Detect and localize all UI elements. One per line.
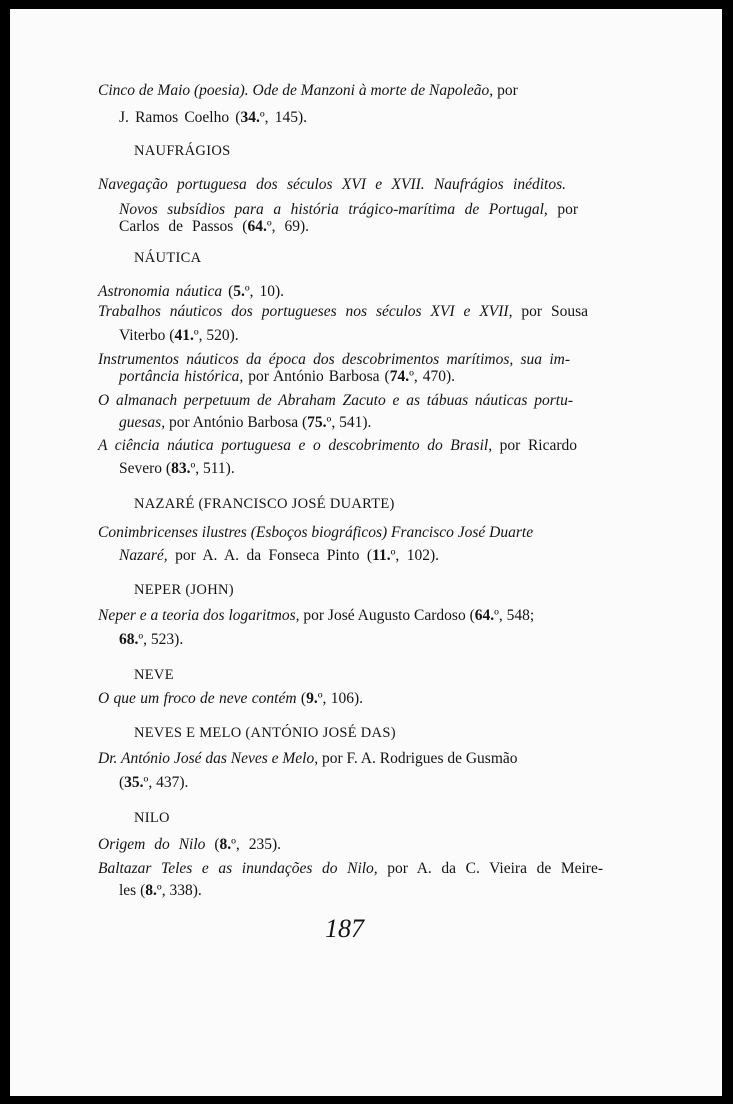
entry-line: Cinco de Maio (poesia). Ode de Manzoni à morte de Napoleão, por: [98, 82, 518, 99]
entry-line: J. Ramos Coelho (34.º, 145).: [119, 109, 307, 126]
entry-line: Novos subsídios para a história trágico-marítima de Portugal, por: [119, 201, 578, 218]
entry-line: A ciência náutica portuguesa e o descobrimento do Brasil, por Ricardo: [98, 437, 578, 454]
entry-line: portância histórica, por António Barbosa (74.º, 470).: [119, 368, 455, 385]
entry-line: Instrumentos náuticos da época dos descobrimentos marítimos, sua im-: [98, 351, 570, 368]
entry-line: Viterbo (41.º, 520).: [119, 327, 239, 344]
section-heading: NAUFRÁGIOS: [134, 143, 231, 159]
section-heading: NEVES E MELO (ANTÓNIO JOSÉ DAS): [134, 725, 396, 741]
entry-line: Severo (83.º, 511).: [119, 460, 235, 477]
section-heading: NEPER (JOHN): [134, 582, 234, 598]
entry-line: Origem do Nilo (8.º, 235).: [98, 836, 282, 853]
entry-line: Carlos de Passos (64.º, 69).: [119, 218, 309, 235]
entry-line: Dr. António José das Neves e Melo, por F. A. Rodrigues de Gusmão: [98, 750, 518, 767]
entry-line: les (8.º, 338).: [119, 882, 202, 899]
entry-line: 68.º, 523).: [119, 631, 184, 648]
entry-line: Astronomia náutica (5.º, 10).: [98, 283, 284, 300]
entry-line: Baltazar Teles e as inundações do Nilo, por A. da C. Vieira de Meire-: [98, 860, 603, 877]
entry-line: guesas, por António Barbosa (75.º, 541).: [119, 414, 372, 431]
entry-line: Trabalhos náuticos dos portugueses nos séculos XVI e XVII, por Sousa: [98, 303, 588, 320]
section-heading: NÁUTICA: [134, 250, 202, 266]
entry-line: Conimbricenses ilustres (Esboços biográficos) Francisco José Duarte: [98, 524, 534, 541]
entry-line: Neper e a teoria dos logaritmos, por José Augusto Cardoso (64.º, 548;: [98, 607, 535, 624]
entry-line: (35.º, 437).: [119, 774, 189, 791]
book-page: [10, 9, 722, 1096]
section-heading: NEVE: [134, 667, 174, 683]
entry-line: O que um froco de neve contém (9.º, 106).: [98, 690, 364, 707]
section-heading: NILO: [134, 810, 170, 826]
section-heading: NAZARÉ (FRANCISCO JOSÉ DUARTE): [134, 496, 395, 512]
entry-line: Nazaré, por A. A. da Fonseca Pinto (11.º, 102).: [119, 547, 440, 564]
entry-line: Navegação portuguesa dos séculos XVI e XVII. Naufrágios inéditos.: [98, 176, 566, 193]
entry-line: O almanach perpetuum de Abraham Zacuto e as tábuas náuticas portu-: [98, 392, 573, 409]
page-number: 187: [325, 914, 364, 943]
